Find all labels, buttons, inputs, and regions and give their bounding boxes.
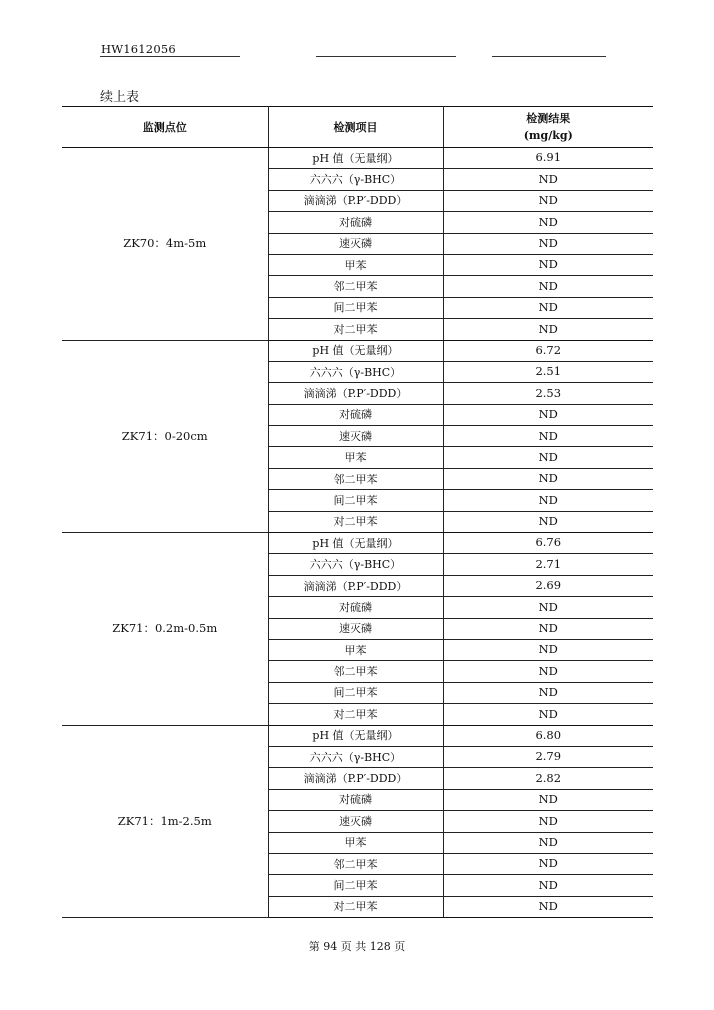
site-cell: ZK71：0.2m-0.5m — [62, 533, 268, 726]
result-value-cell: ND — [443, 169, 653, 190]
test-item-cell: 滴滴涕（P.P′-DDD） — [268, 190, 443, 211]
result-value-cell: ND — [443, 404, 653, 425]
test-item-cell: 对二甲苯 — [268, 896, 443, 917]
test-item-cell: 邻二甲苯 — [268, 661, 443, 682]
table-row — [62, 340, 653, 361]
test-item-cell: 六六六（γ-BHC） — [268, 746, 443, 767]
results-table — [62, 106, 653, 918]
result-value-cell: ND — [443, 468, 653, 489]
result-value-cell: 2.69 — [443, 575, 653, 596]
table-row — [62, 148, 653, 169]
result-value-cell: ND — [443, 832, 653, 853]
test-item-cell: pH 值（无量纲） — [268, 148, 443, 169]
result-value-cell: ND — [443, 811, 653, 832]
result-value-cell: 6.72 — [443, 340, 653, 361]
test-item-cell: 对二甲苯 — [268, 319, 443, 340]
column-header-result — [443, 107, 653, 148]
result-value-cell: 2.71 — [443, 554, 653, 575]
result-value-cell: ND — [443, 511, 653, 532]
test-item-cell: 滴滴涕（P.P′-DDD） — [268, 768, 443, 789]
document-code: HW1612056 — [101, 42, 176, 56]
test-item-cell: 对硫磷 — [268, 789, 443, 810]
result-value-cell: ND — [443, 426, 653, 447]
test-item-cell: 甲苯 — [268, 832, 443, 853]
result-value-cell: 6.80 — [443, 725, 653, 746]
test-item-cell: 滴滴涕（P.P′-DDD） — [268, 383, 443, 404]
test-item-cell: 速灭磷 — [268, 426, 443, 447]
result-value-cell: ND — [443, 896, 653, 917]
result-value-cell: ND — [443, 618, 653, 639]
test-item-cell: 邻二甲苯 — [268, 468, 443, 489]
test-item-cell: 六六六（γ-BHC） — [268, 169, 443, 190]
test-item-cell: 对二甲苯 — [268, 704, 443, 725]
test-item-cell: pH 值（无量纲） — [268, 533, 443, 554]
result-value-cell: ND — [443, 297, 653, 318]
result-value-cell: 6.91 — [443, 148, 653, 169]
result-value-cell: ND — [443, 490, 653, 511]
result-value-cell: ND — [443, 661, 653, 682]
test-item-cell: 甲苯 — [268, 447, 443, 468]
test-item-cell: 六六六（γ-BHC） — [268, 554, 443, 575]
result-value-cell: ND — [443, 875, 653, 896]
result-value-cell: 2.51 — [443, 361, 653, 382]
site-cell: ZK71：0-20cm — [62, 340, 268, 533]
header-rule-right — [492, 56, 606, 57]
result-value-cell: ND — [443, 276, 653, 297]
table-row — [62, 533, 653, 554]
result-value-cell: ND — [443, 597, 653, 618]
result-value-cell: 2.53 — [443, 383, 653, 404]
column-header-result-unit: (mg/kg) — [523, 129, 573, 142]
result-value-cell: ND — [443, 789, 653, 810]
continued-table-caption: 续上表 — [100, 90, 140, 105]
test-item-cell: 速灭磷 — [268, 811, 443, 832]
column-header-result-title: 检测结果 — [526, 111, 571, 125]
result-value-cell: ND — [443, 254, 653, 275]
column-header-item: 检测项目 — [268, 107, 443, 148]
result-value-cell: 6.76 — [443, 533, 653, 554]
test-item-cell: 对硫磷 — [268, 404, 443, 425]
test-item-cell: 速灭磷 — [268, 618, 443, 639]
test-item-cell: 间二甲苯 — [268, 875, 443, 896]
test-item-cell: 间二甲苯 — [268, 682, 443, 703]
result-value-cell: 2.79 — [443, 746, 653, 767]
test-item-cell: 速灭磷 — [268, 233, 443, 254]
header-rule-left — [100, 56, 240, 57]
result-value-cell: 2.82 — [443, 768, 653, 789]
test-item-cell: 间二甲苯 — [268, 297, 443, 318]
site-cell: ZK70：4m-5m — [62, 148, 268, 341]
test-item-cell: 对二甲苯 — [268, 511, 443, 532]
result-value-cell: ND — [443, 319, 653, 340]
site-cell: ZK71：1m-2.5m — [62, 725, 268, 918]
result-value-cell: ND — [443, 212, 653, 233]
table-body — [62, 148, 653, 918]
test-item-cell: 邻二甲苯 — [268, 853, 443, 874]
header-rule-middle — [316, 56, 456, 57]
result-value-cell: ND — [443, 639, 653, 660]
table-row — [62, 725, 653, 746]
page-number: 第 94 页 共 128 页 — [308, 940, 406, 953]
test-item-cell: 甲苯 — [268, 254, 443, 275]
result-value-cell: ND — [443, 190, 653, 211]
result-value-cell: ND — [443, 704, 653, 725]
test-item-cell: 甲苯 — [268, 639, 443, 660]
result-value-cell: ND — [443, 682, 653, 703]
test-item-cell: pH 值（无量纲） — [268, 340, 443, 361]
test-item-cell: pH 值（无量纲） — [268, 725, 443, 746]
test-item-cell: 间二甲苯 — [268, 490, 443, 511]
result-value-cell: ND — [443, 447, 653, 468]
test-item-cell: 邻二甲苯 — [268, 276, 443, 297]
table-header-row — [62, 107, 653, 148]
column-header-site: 监测点位 — [62, 107, 268, 148]
test-item-cell: 对硫磷 — [268, 597, 443, 618]
result-value-cell: ND — [443, 233, 653, 254]
test-item-cell: 对硫磷 — [268, 212, 443, 233]
result-value-cell: ND — [443, 853, 653, 874]
test-item-cell: 滴滴涕（P.P′-DDD） — [268, 575, 443, 596]
test-item-cell: 六六六（γ-BHC） — [268, 361, 443, 382]
